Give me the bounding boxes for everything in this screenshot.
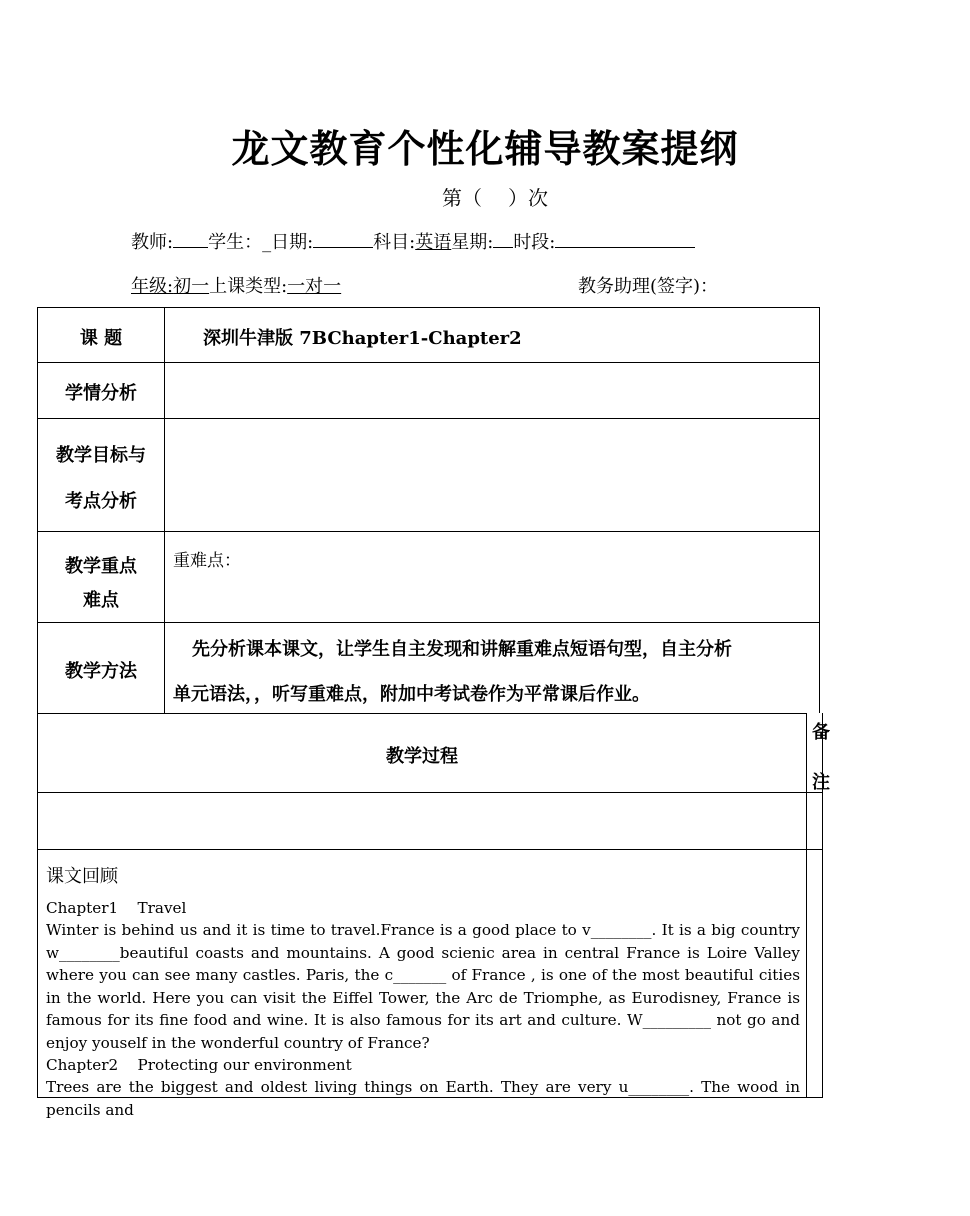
info-row-1 <box>131 228 695 254</box>
key-points-label-line2: 难点 <box>83 590 119 611</box>
student-label: 学生：_ <box>208 232 272 253</box>
grade-value: 初一 <box>173 276 210 297</box>
subject-value: 英语 <box>415 232 452 253</box>
review-title: 课文回顾 <box>46 866 118 887</box>
topic-label: 课 题 <box>79 328 123 349</box>
date-blank <box>313 229 373 248</box>
key-points-value: 重难点： <box>173 551 241 571</box>
analysis-label: 学情分析 <box>65 383 137 404</box>
goal-label-line2: 考点分析 <box>65 491 137 512</box>
session-suffix: ）次 <box>508 186 548 210</box>
remark-label-top: 备 <box>812 722 830 743</box>
teacher-blank <box>173 229 208 248</box>
method-label: 教学方法 <box>65 661 137 682</box>
class-type-label: 上课类型: <box>209 276 288 297</box>
date-label: 日期: <box>271 232 314 253</box>
grade-label: 年级: <box>131 276 174 297</box>
subject-label: 科目: <box>373 232 416 253</box>
method-line-2: 单元语法，，听写重难点，附加中考试卷作为平常课后作业。 <box>173 684 650 705</box>
chapter1-text: Winter is behind us and it is time to travel.France is a good place to v________. It is a big country w________beautiful coasts and mountains. A good scienic area in central France is Loire Valley where you can see many castles. Paris, the c_______ of France , is one of the most beautiful cities in the world. Here you can visit the Eiffel Tower, the Arc de Triomphe, as Eurodisney, France is famous for its fine food and wine. It is also famous for its art and culture. W_________ not go and enjoy youself in the wonderful country of France? <box>46 921 800 1052</box>
teacher-label: 教师: <box>131 232 174 253</box>
chapter2-title: Chapter2 Protecting our environment <box>46 1056 352 1074</box>
period-blank <box>555 229 695 248</box>
remark-label-bottom: 注 <box>812 772 830 793</box>
session-number <box>442 182 548 211</box>
goal-label-line1: 教学目标与 <box>56 445 146 466</box>
session-prefix: 第（ <box>442 186 482 210</box>
chapter2-text: Trees are the biggest and oldest living things on Earth. They are very u________. The wood in pencils and <box>46 1078 800 1119</box>
key-points-label-line1: 教学重点 <box>65 556 137 577</box>
info-row-2 <box>131 272 341 298</box>
weekday-label: 星期: <box>451 232 494 253</box>
topic-value: 深圳牛津版 7BChapter1-Chapter2 <box>203 328 522 349</box>
method-line-1: 先分析课本课文，让学生自主发现和讲解重难点短语句型，自主分析 <box>192 639 732 660</box>
class-type-value: 一对一 <box>287 276 342 297</box>
chapter1-title: Chapter1 Travel <box>46 899 187 917</box>
document-title: 龙文教育个性化辅导教案提纲 <box>231 127 739 171</box>
weekday-blank <box>493 229 513 248</box>
process-label: 教学过程 <box>386 746 458 767</box>
assistant-signature-label: 教务助理(签字)： <box>578 276 719 297</box>
period-label: 时段: <box>513 232 556 253</box>
